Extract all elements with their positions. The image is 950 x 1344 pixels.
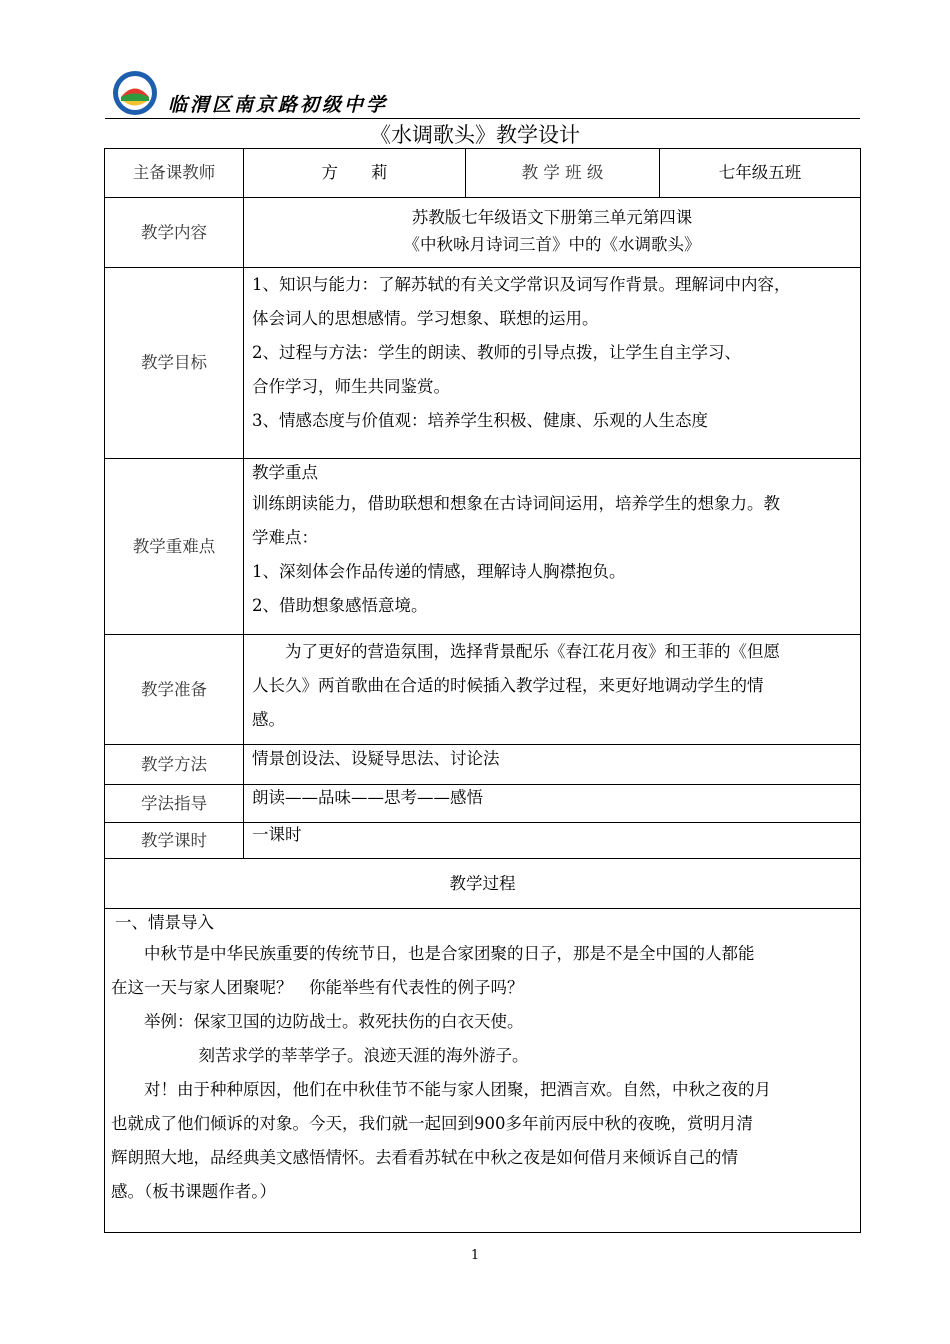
process-line: 举例：保家卫国的边防战士。救死扶伤的白衣天使。 [144,1012,524,1031]
key-points-label: 教学重难点 [105,459,244,635]
school-name: 临渭区南京路初级中学 [168,94,389,116]
content-label: 教学内容 [105,198,244,268]
teacher-label: 主备课教师 [105,149,244,198]
study-label: 学法指导 [105,785,244,823]
goals-label: 教学目标 [105,268,244,459]
key-point-line: 学难点： [252,528,318,547]
process-line: 也就成了他们倾诉的对象。今天，我们就一起回到900多年前丙辰中秋的夜晚，赏明月清 [111,1114,753,1133]
key-points-cell [244,459,861,635]
goal-line: 3、情感态度与价值观：培养学生积极、健康、乐观的人生态度 [252,411,708,430]
preparation-line: 感。 [252,710,285,729]
section-title: 一、情景导入 [115,913,214,932]
study-value: 朗读——品味——思考——感悟 [244,785,861,823]
process-line: 辉朗照大地，品经典美文感悟情怀。去看看苏轼在中秋之夜是如何借月来倾诉自己的情 [111,1148,738,1167]
process-line: 中秋节是中华民族重要的传统节日，也是合家团聚的日子，那是不是全中国的人都能 [144,944,755,963]
preparation-cell [244,635,861,745]
goal-line: 1、知识与能力：了解苏轼的有关文学常识及词写作背景。理解词中内容， [252,275,791,294]
preparation-row [105,635,861,745]
key-point-line: 训练朗读能力，借助联想和想象在古诗词间运用，培养学生的想象力。教 [252,494,780,513]
method-label: 教学方法 [105,745,244,785]
key-point-line: 教学重点 [252,463,318,482]
key-points-row [105,459,861,635]
content-line-1: 苏教版七年级语文下册第三单元第四课 [411,207,693,227]
goal-line: 体会词人的思想感情。学习想象、联想的运用。 [252,309,599,328]
content-row [105,198,861,268]
process-title-row [105,859,861,909]
goal-line: 合作学习，师生共同鉴赏。 [252,377,450,396]
page-number: 1 [470,1248,480,1263]
goals-cell [244,268,861,459]
method-value: 情景创设法、设疑导思法、讨论法 [244,745,861,785]
key-point-line: 1、深刻体会作品传递的情感，理解诗人胸襟抱负。 [252,562,626,581]
teacher-value: 方 莉 [244,149,466,198]
lesson-plan-table [104,148,861,1233]
content-cell [244,198,861,268]
process-title: 教学过程 [105,859,861,909]
process-line: 在这一天与家人团聚呢？ 你能举些有代表性的例子吗？ [111,978,524,997]
hours-value: 一课时 [244,823,861,859]
study-row [105,785,861,823]
method-row [105,745,861,785]
process-cell [105,909,861,1233]
preparation-line: 人长久》两首歌曲在合适的时候插入教学过程，来更好地调动学生的情 [252,676,764,695]
hours-label: 教学课时 [105,823,244,859]
school-emblem-icon [112,70,158,116]
process-content-row [105,909,861,1233]
header-rule [105,118,860,119]
preparation-line: 为了更好的营造氛围，选择背景配乐《春江花月夜》和王菲的《但愿 [285,642,780,661]
process-line: 感。（板书课题作者。） [111,1182,276,1201]
process-line: 刻苦求学的莘莘学子。浪迹天涯的海外游子。 [198,1046,529,1065]
document-title: 《水调歌头》教学设计 [370,123,580,147]
info-row [105,149,861,198]
key-point-line: 2、借助想象感悟意境。 [252,596,428,615]
hours-row [105,823,861,859]
process-line: 对！由于种种原因，他们在中秋佳节不能与家人团聚，把酒言欢。自然，中秋之夜的月 [144,1080,771,1099]
goals-row [105,268,861,459]
preparation-label: 教学准备 [105,635,244,745]
class-value: 七年级五班 [660,149,861,198]
goal-line: 2、过程与方法：学生的朗读、教师的引导点拨，让学生自主学习、 [252,343,741,362]
content-line-2: 《中秋咏月诗词三首》中的《水调歌头》 [403,234,701,254]
class-label: 教 学 班 级 [466,149,660,198]
page-header [110,70,860,118]
